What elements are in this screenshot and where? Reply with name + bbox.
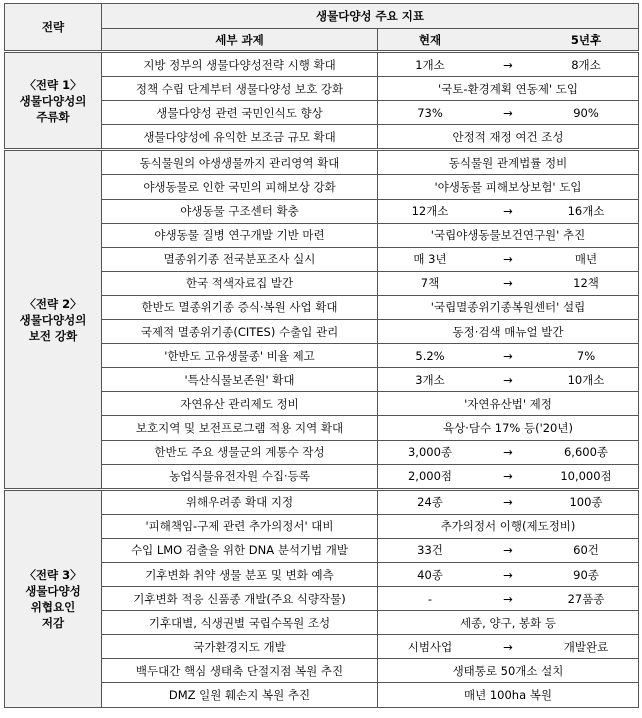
task-cell: 기후대별, 식생권별 국립수목원 조성	[102, 611, 378, 635]
header-task: 세부 과제	[102, 29, 378, 52]
future-value: 8개소	[571, 57, 601, 72]
task-cell: 농업식물유전자원 수집·등록	[102, 464, 378, 489]
task-cell: 야생동물로 인한 국민의 피해보상 강화	[102, 175, 378, 199]
indicator-value-cell	[378, 489, 639, 514]
strategy-label-line: 〈전략 2〉	[24, 296, 82, 311]
task-cell: 수입 LMO 검출을 위한 DNA 분석기법 개발	[102, 538, 378, 562]
strategy-cell	[5, 52, 102, 150]
future-value: 10,000점	[560, 469, 612, 484]
future-value: 60건	[573, 543, 599, 558]
strategy-cell	[5, 489, 102, 707]
arrow-right-icon: →	[503, 57, 513, 72]
task-cell: 한반도 주요 생물군의 계통수 작성	[102, 440, 378, 464]
task-cell: 기후변화 적응 신품종 개발(주요 식량작물)	[102, 587, 378, 611]
current-value: 1개소	[415, 57, 445, 72]
strategy-label-line: 보전 강화	[28, 328, 78, 343]
indicator-value-cell	[378, 199, 639, 223]
future-value: 90%	[573, 105, 599, 120]
arrow-right-icon: →	[503, 348, 513, 363]
current-value: 24종	[417, 495, 443, 510]
table-body	[5, 52, 639, 708]
strategy-label-line: 〈전략 1〉	[24, 77, 82, 92]
indicator-value-cell: '자연유산법' 제정	[378, 392, 639, 416]
table-row	[5, 52, 639, 77]
arrow-right-icon: →	[503, 469, 513, 484]
current-value: 33건	[417, 543, 443, 558]
task-cell: 동식물원의 야생생물까지 관리영역 확대	[102, 150, 378, 175]
biodiversity-indicator-table	[4, 3, 639, 708]
future-value: 12책	[573, 276, 599, 291]
future-value: 16개소	[567, 204, 605, 219]
arrow-right-icon: →	[503, 445, 513, 460]
task-cell: DMZ 일원 훼손지 복원 추진	[102, 683, 378, 707]
indicator-table-container	[4, 3, 638, 708]
task-cell: '특산식물보존원' 확대	[102, 368, 378, 392]
strategy-label-line: 주류화	[36, 109, 70, 124]
arrow-right-icon: →	[503, 495, 513, 510]
indicator-value-cell	[378, 101, 639, 125]
task-cell: 국제적 멸종위기종(CITES) 수출입 관리	[102, 320, 378, 344]
arrow-right-icon: →	[503, 639, 513, 654]
task-cell: 정책 수립 단계부터 생물다양성 보호 강화	[102, 77, 378, 101]
current-value: 2,000점	[407, 469, 453, 484]
arrow-right-icon: →	[503, 543, 513, 558]
strategy-label-line: 생물다양성	[25, 583, 81, 598]
indicator-value-cell: 매년 100ha 복원	[378, 683, 639, 707]
header-future: 5년후	[570, 32, 602, 47]
current-value: 매 3년	[413, 252, 447, 267]
table-row	[5, 150, 639, 175]
indicator-value-cell	[378, 538, 639, 562]
arrow-right-icon: →	[503, 252, 513, 267]
indicator-value-cell: '국립야생동물보건연구원' 추진	[378, 223, 639, 247]
indicator-value-cell	[378, 562, 639, 586]
indicator-value-cell: '야생동물 피해보상보험' 도입	[378, 175, 639, 199]
task-cell: 국가환경지도 개발	[102, 635, 378, 659]
current-value: 40종	[417, 567, 443, 582]
arrow-right-icon: →	[503, 567, 513, 582]
task-cell: 한국 적색자료집 발간	[102, 271, 378, 295]
task-cell: 기후변화 취약 생물 분포 및 변화 예측	[102, 562, 378, 586]
arrow-right-icon: →	[503, 105, 513, 120]
future-value: 10개소	[567, 372, 605, 387]
arrow-right-icon: →	[503, 276, 513, 291]
header-current-future	[378, 29, 639, 52]
current-value: 3개소	[415, 372, 445, 387]
indicator-value-cell	[378, 635, 639, 659]
future-value: 개발완료	[563, 639, 609, 654]
current-value: 시범사업	[407, 639, 453, 654]
header-indicators: 생물다양성 주요 지표	[102, 4, 639, 29]
header-current: 현재	[418, 32, 442, 47]
task-cell: 야생동물 질병 연구개발 기반 마련	[102, 223, 378, 247]
indicator-value-cell	[378, 52, 639, 77]
task-cell: 야생동물 구조센터 확충	[102, 199, 378, 223]
strategy-label-line: 위협요인	[30, 599, 76, 614]
strategy-label-line: 〈전략 3〉	[24, 567, 82, 582]
task-cell: 생물다양성 관련 국민인식도 향상	[102, 101, 378, 125]
indicator-value-cell: 동정·검색 매뉴얼 발간	[378, 320, 639, 344]
indicator-value-cell	[378, 587, 639, 611]
current-value: 3,000종	[407, 445, 453, 460]
task-cell: 지방 정부의 생물다양성전략 시행 확대	[102, 52, 378, 77]
header-strategy: 전략	[5, 4, 102, 52]
future-value: 100종	[569, 495, 603, 510]
strategy-label-line: 생물다양성의	[19, 312, 87, 327]
indicator-value-cell: 생태통로 50개소 설치	[378, 659, 639, 683]
task-cell: '한반도 고유생물종' 비율 제고	[102, 344, 378, 368]
current-value: 73%	[417, 105, 443, 120]
indicator-value-cell: 육상·담수 17% 등('20년)	[378, 416, 639, 440]
future-value: 27품종	[567, 591, 605, 606]
future-value: 매년	[574, 252, 598, 267]
task-cell: 보호지역 및 보전프로그램 적용 지역 확대	[102, 416, 378, 440]
task-cell: 위해우려종 확대 지정	[102, 489, 378, 514]
indicator-value-cell: '국토-환경계획 연동제' 도입	[378, 77, 639, 101]
task-cell: 생물다양성에 유익한 보조금 규모 확대	[102, 125, 378, 150]
indicator-value-cell	[378, 271, 639, 295]
strategy-cell	[5, 150, 102, 489]
indicator-value-cell	[378, 440, 639, 464]
indicator-value-cell: 동식물원 관계법률 정비	[378, 150, 639, 175]
current-value: 5.2%	[415, 348, 445, 363]
indicator-value-cell	[378, 344, 639, 368]
task-cell: 한반도 멸종위기종 증식·복원 사업 확대	[102, 295, 378, 319]
table-row	[5, 489, 639, 514]
current-value: 12개소	[411, 204, 449, 219]
indicator-value-cell: 세종, 양구, 봉화 등	[378, 611, 639, 635]
arrow-right-icon: →	[503, 372, 513, 387]
task-cell: 자연유산 관리제도 정비	[102, 392, 378, 416]
future-value: 90종	[573, 567, 599, 582]
future-value: 6,600종	[563, 445, 609, 460]
arrow-right-icon: →	[503, 204, 513, 219]
task-cell: '피해책임-구제 관련 추가의정서' 대비	[102, 514, 378, 538]
current-value: 7책	[420, 276, 440, 291]
indicator-value-cell: 추가의정서 이행(제도정비)	[378, 514, 639, 538]
task-cell: 멸종위기종 전국분포조사 실시	[102, 247, 378, 271]
indicator-value-cell: 안정적 재정 여건 조성	[378, 125, 639, 150]
arrow-right-icon: →	[503, 591, 513, 606]
strategy-label-line: 생물다양성의	[19, 93, 87, 108]
indicator-value-cell	[378, 247, 639, 271]
future-value: 7%	[576, 348, 596, 363]
strategy-label-line: 저감	[41, 615, 65, 630]
indicator-value-cell	[378, 368, 639, 392]
indicator-value-cell: '국립멸종위기종복원센터' 설립	[378, 295, 639, 319]
indicator-value-cell	[378, 464, 639, 489]
task-cell: 백두대간 핵심 생태축 단절지점 복원 추진	[102, 659, 378, 683]
current-value: -	[427, 591, 433, 606]
